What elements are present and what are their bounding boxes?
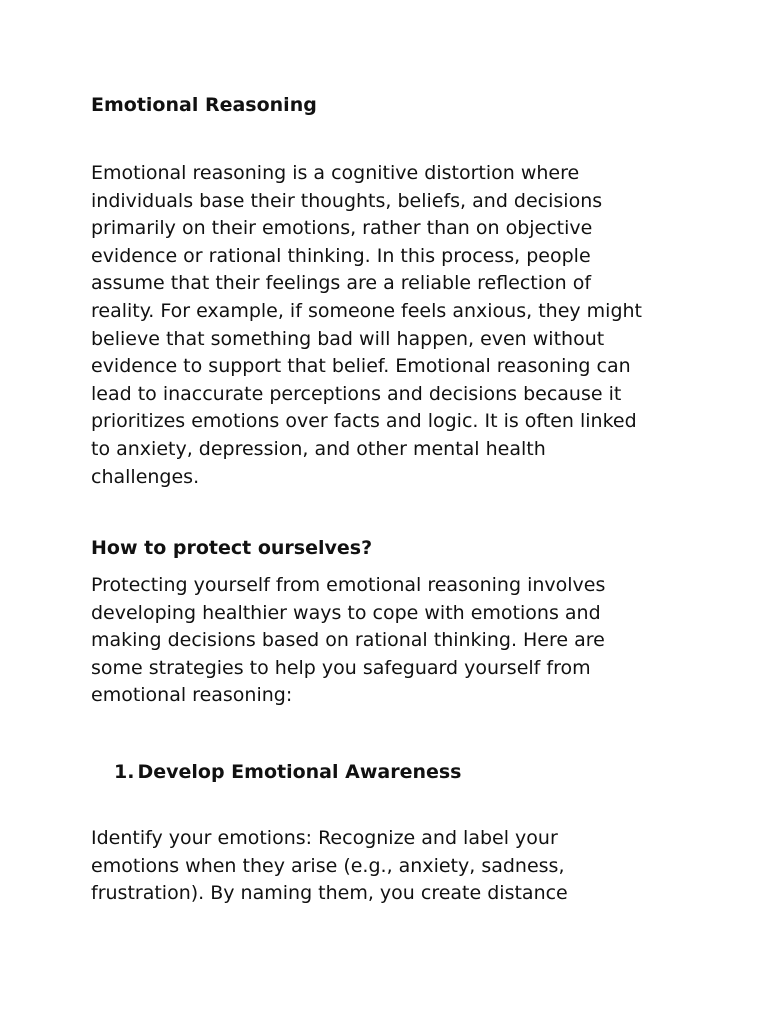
paragraph-line: Emotional reasoning is a cognitive distortion where	[91, 162, 580, 184]
intro-paragraph	[91, 160, 691, 491]
list-item-heading	[114, 759, 461, 785]
paragraph-line: prioritizes emotions over facts and logic. It is often linked	[91, 410, 637, 433]
paragraph-line: evidence to support that belief. Emotional reasoning can	[91, 355, 631, 378]
list-item-label: Develop Emotional Awareness	[137, 761, 462, 783]
item-paragraph	[91, 825, 691, 908]
paragraph-line: challenges.	[91, 465, 200, 488]
paragraph-line: emotions when they arise (e.g., anxiety, sadness,	[91, 854, 565, 877]
paragraph-line: developing healthier ways to cope with emotions and	[91, 601, 601, 624]
paragraph-line: to anxiety, depression, and other mental health	[91, 437, 546, 460]
paragraph-line: primarily on their emotions, rather than on objective	[91, 217, 593, 240]
list-number: 1.	[114, 761, 135, 783]
paragraph-line: making decisions based on rational thinking. Here are	[91, 629, 605, 652]
paragraph-line: emotional reasoning:	[91, 684, 293, 707]
paragraph-line: some strategies to help you safeguard yourself from	[91, 656, 591, 679]
paragraph-line: evidence or rational thinking. In this process, people	[91, 244, 591, 267]
paragraph-line: frustration). By naming them, you create distance	[91, 882, 568, 905]
paragraph-line: Identify your emotions: Recognize and label your	[91, 827, 558, 849]
paragraph-line: reality. For example, if someone feels anxious, they might	[91, 299, 642, 322]
paragraph-line: believe that something bad will happen, even without	[91, 327, 605, 350]
paragraph-line: lead to inaccurate perceptions and decisions because it	[91, 382, 622, 405]
paragraph-line: assume that their feelings are a reliable reflection of	[91, 272, 592, 295]
section-heading: How to protect ourselves?	[91, 537, 373, 559]
paragraph-line: Protecting yourself from emotional reasoning involves	[91, 574, 606, 596]
section-paragraph	[91, 572, 691, 710]
paragraph-line: individuals base their thoughts, beliefs, and decisions	[91, 189, 603, 212]
document-title: Emotional Reasoning	[91, 94, 317, 116]
